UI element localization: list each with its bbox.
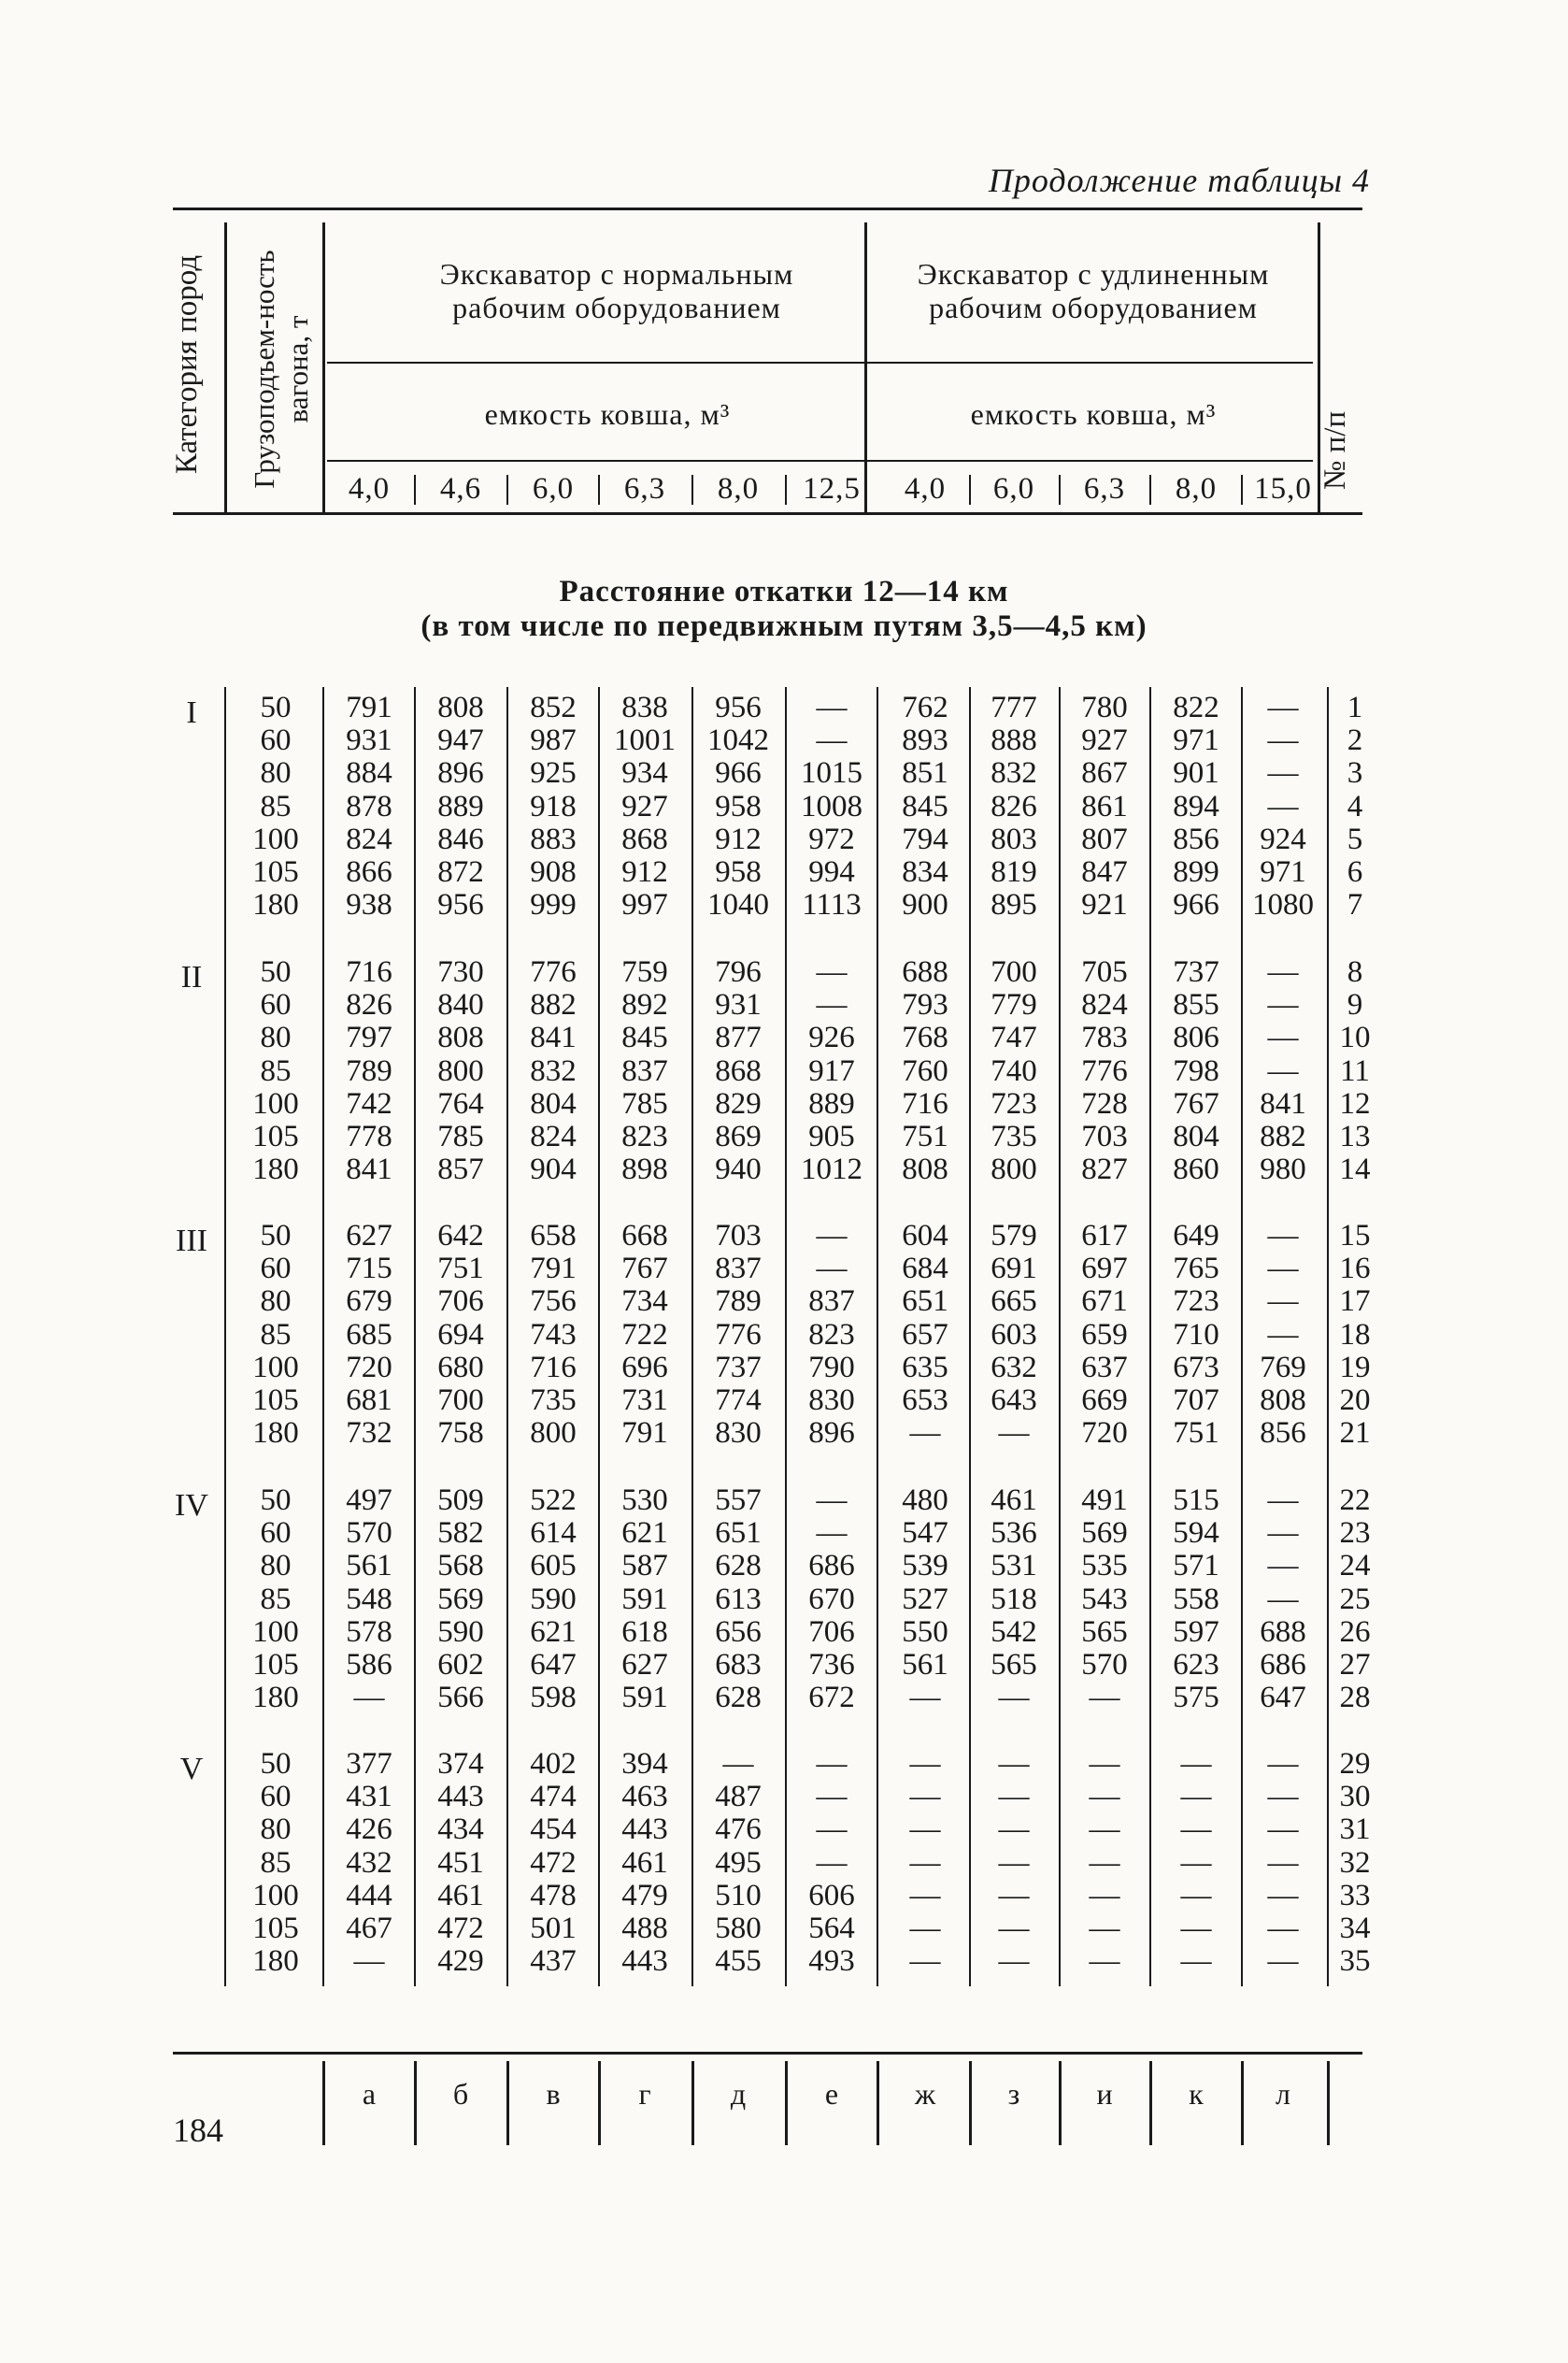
value-column: 791 931 884 878 824 866 938 xyxy=(346,691,392,923)
value-column: 557 651 628 613 656 683 628 xyxy=(715,1483,762,1715)
value-column: — — — — — — — xyxy=(1089,1747,1120,1979)
value-column: 956 1042 966 958 912 958 1040 xyxy=(707,691,769,923)
value-column: — — — — 924 971 1080 xyxy=(1252,691,1314,923)
value-column: 402 474 454 472 478 501 437 xyxy=(530,1747,577,1979)
bucket-size: 8,0 xyxy=(717,472,760,506)
header-mid-rule xyxy=(327,362,1313,364)
value-column: — — 1015 1008 972 994 1113 xyxy=(801,691,862,923)
header-bucket-rule xyxy=(327,460,1313,462)
bucket-separator xyxy=(598,475,600,505)
section-title-line1: Расстояние откатки 12—14 км xyxy=(559,575,1009,609)
wagon-capacity-column: 50 60 80 85 100 105 180 xyxy=(252,1747,299,1979)
value-column: 700 779 747 740 723 735 800 xyxy=(991,955,1037,1187)
value-column: — — — — 606 564 493 xyxy=(808,1747,855,1979)
bucket-separator xyxy=(691,475,693,505)
column-letter: б xyxy=(452,2077,469,2111)
bucket-size: 6,0 xyxy=(532,472,575,506)
value-column: 668 767 734 722 696 731 791 xyxy=(621,1219,668,1451)
wagon-capacity-column: 50 60 80 85 100 105 180 xyxy=(252,1483,299,1715)
value-column: 796 931 877 868 829 869 940 xyxy=(715,955,762,1187)
extended-equipment-header: Экскаватор с удлиненным рабочим оборудованием xyxy=(917,257,1270,324)
bucket-separator xyxy=(1059,475,1061,505)
value-column: 737 855 806 798 767 804 860 xyxy=(1173,955,1219,1187)
value-column: 777 888 832 826 803 819 895 xyxy=(991,691,1037,923)
value-column: — — — — 841 882 980 xyxy=(1260,955,1306,1187)
value-column: 776 882 841 832 804 824 904 xyxy=(530,955,577,1187)
column-divider xyxy=(969,687,971,1986)
bucket-size: 4,0 xyxy=(348,472,391,506)
table-bottom-rule xyxy=(173,2052,1362,2055)
column-letter: е xyxy=(824,2077,839,2111)
value-column: — — — — — — — xyxy=(998,1747,1030,1979)
value-column: — — — — — — — xyxy=(909,1747,941,1979)
value-column: 658 791 756 743 716 735 800 xyxy=(530,1219,577,1451)
column-letter: г xyxy=(638,2077,651,2111)
column-letter: ж xyxy=(914,2077,936,2111)
column-letter: з xyxy=(1007,2077,1020,2111)
value-column: 759 892 845 837 785 823 898 xyxy=(621,955,668,1187)
column-divider xyxy=(877,687,878,1986)
category-divider xyxy=(224,687,226,1986)
bucket-separator xyxy=(785,475,787,505)
row-number-column: 1 2 3 4 5 6 7 xyxy=(1347,691,1363,923)
value-column: 509 582 568 569 590 602 566 xyxy=(437,1483,484,1715)
bucket-size: 15,0 xyxy=(1254,472,1312,506)
value-column: 617 697 671 659 637 669 720 xyxy=(1081,1219,1128,1451)
value-column: — — — — — — — xyxy=(1180,1747,1212,1979)
header-divider xyxy=(322,222,325,512)
column-letter: л xyxy=(1276,2077,1290,2111)
column-divider xyxy=(598,687,600,1986)
value-column: 530 621 587 591 618 627 591 xyxy=(621,1483,668,1715)
value-column: 716 826 797 789 742 778 841 xyxy=(346,955,392,1187)
bucket-separator xyxy=(1149,475,1151,505)
bucket-size: 6,3 xyxy=(623,472,666,506)
bucket-size: 4,0 xyxy=(904,472,947,506)
header-top-rule xyxy=(173,208,1362,210)
value-column: 649 765 723 710 673 707 751 xyxy=(1173,1219,1219,1451)
value-column: 703 837 789 776 737 774 830 xyxy=(715,1219,762,1451)
value-column: 762 893 851 845 794 834 900 xyxy=(902,691,948,923)
value-column: 838 1001 934 927 868 912 997 xyxy=(614,691,676,923)
bucket-capacity-extended: емкость ковша, м³ xyxy=(970,397,1217,431)
column-letter: а xyxy=(362,2077,377,2111)
header-bottom-rule xyxy=(173,512,1362,515)
continuation-label: Продолжение таблицы 4 xyxy=(988,162,1370,199)
footer-divider xyxy=(322,2061,325,2145)
value-column: 374 443 434 451 461 472 429 xyxy=(437,1747,484,1979)
value-column: 642 751 706 694 680 700 758 xyxy=(437,1219,484,1451)
bucket-separator xyxy=(1241,475,1243,505)
value-column: 627 715 679 685 720 681 732 xyxy=(346,1219,392,1451)
value-column: — — 926 917 889 905 1012 xyxy=(801,955,862,1187)
rock-category: V xyxy=(179,1752,204,1786)
value-column: 705 824 783 776 728 703 827 xyxy=(1081,955,1128,1187)
column-divider xyxy=(322,687,324,1986)
column-divider xyxy=(506,687,508,1986)
value-column: 852 987 925 918 883 908 999 xyxy=(530,691,577,923)
normal-equipment-header: Экскаватор с нормальным рабочим оборудованием xyxy=(439,257,794,324)
column-divider xyxy=(414,687,416,1986)
column-divider xyxy=(1149,687,1151,1986)
bucket-separator xyxy=(414,475,416,505)
row-number-header: № п/п xyxy=(1319,410,1352,491)
value-column: 688 793 768 760 716 751 808 xyxy=(902,955,948,1187)
bucket-separator xyxy=(506,475,508,505)
section-title-line2: (в том числе по передвижным путям 3,5—4,5 км) xyxy=(421,609,1147,643)
value-column: — — 686 670 706 736 672 xyxy=(808,1483,855,1715)
bucket-size: 12,5 xyxy=(803,472,861,506)
value-column: 394 463 443 461 479 488 443 xyxy=(621,1747,668,1979)
value-column: 808 947 896 889 846 872 956 xyxy=(437,691,484,923)
page-number: 184 xyxy=(173,2112,223,2149)
column-letter: и xyxy=(1096,2077,1113,2111)
value-column: 780 927 867 861 807 847 921 xyxy=(1081,691,1128,923)
rock-category: IV xyxy=(175,1488,208,1523)
capacity-header: Грузоподъем-ность вагона, т xyxy=(248,250,314,489)
row-number-column: 8 9 10 11 12 13 14 xyxy=(1339,955,1371,1187)
column-divider xyxy=(1059,687,1061,1986)
category-header: Категория пород xyxy=(170,254,204,475)
value-column: — 487 476 495 510 580 455 xyxy=(715,1747,762,1979)
row-number-column: 15 16 17 18 19 20 21 xyxy=(1339,1219,1371,1451)
bucket-size: 8,0 xyxy=(1175,472,1218,506)
rock-category: III xyxy=(176,1224,207,1258)
footer-divider xyxy=(785,2061,788,2145)
wagon-capacity-column: 50 60 80 85 100 105 180 xyxy=(252,955,299,1187)
value-column: 604 684 651 657 635 653 — xyxy=(902,1219,948,1451)
value-column: 491 569 535 543 565 570 — xyxy=(1081,1483,1128,1715)
rock-category: II xyxy=(180,960,203,995)
value-column: 515 594 571 558 597 623 575 xyxy=(1173,1483,1219,1715)
bucket-size: 4,6 xyxy=(439,472,482,506)
row-number-column: 29 30 31 32 33 34 35 xyxy=(1339,1747,1371,1979)
value-column: 522 614 605 590 621 647 598 xyxy=(530,1483,577,1715)
footer-divider xyxy=(414,2061,417,2145)
rock-category: I xyxy=(186,695,197,730)
footer-divider xyxy=(691,2061,694,2145)
value-column: 461 536 531 518 542 565 — xyxy=(991,1483,1037,1715)
wagon-capacity-column: 50 60 80 85 100 105 180 xyxy=(252,1219,299,1451)
column-letter: к xyxy=(1189,2077,1204,2111)
column-letter: в xyxy=(546,2077,561,2111)
column-divider xyxy=(785,687,787,1986)
value-column: — — 837 823 790 830 896 xyxy=(808,1219,855,1451)
value-column: — — — — 769 808 856 xyxy=(1260,1219,1306,1451)
value-column: 480 547 539 527 550 561 — xyxy=(902,1483,948,1715)
footer-divider xyxy=(1241,2061,1244,2145)
header-divider xyxy=(224,222,227,512)
bucket-separator xyxy=(969,475,971,505)
row-number-column: 22 23 24 25 26 27 28 xyxy=(1339,1483,1371,1715)
footer-divider xyxy=(598,2061,601,2145)
footer-divider xyxy=(506,2061,509,2145)
bucket-size: 6,3 xyxy=(1083,472,1126,506)
bucket-capacity-normal: емкость ковша, м³ xyxy=(484,397,731,431)
footer-divider xyxy=(1149,2061,1152,2145)
value-column: — — — — — — — xyxy=(1267,1747,1299,1979)
value-column: 730 840 808 800 764 785 857 xyxy=(437,955,484,1187)
value-column: 497 570 561 548 578 586 — xyxy=(346,1483,392,1715)
footer-divider xyxy=(969,2061,972,2145)
footer-divider xyxy=(1059,2061,1062,2145)
footer-divider xyxy=(1327,2061,1330,2145)
footer-divider xyxy=(877,2061,879,2145)
bucket-size: 6,0 xyxy=(992,472,1035,506)
wagon-capacity-column: 50 60 80 85 100 105 180 xyxy=(252,691,299,923)
value-column: 579 691 665 603 632 643 — xyxy=(991,1219,1037,1451)
header-divider xyxy=(864,222,867,512)
column-divider xyxy=(691,687,693,1986)
value-column: 822 971 901 894 856 899 966 xyxy=(1173,691,1219,923)
value-column: — — — — 688 686 647 xyxy=(1260,1483,1306,1715)
column-letter: д xyxy=(730,2077,747,2111)
value-column: 377 431 426 432 444 467 — xyxy=(346,1747,392,1979)
